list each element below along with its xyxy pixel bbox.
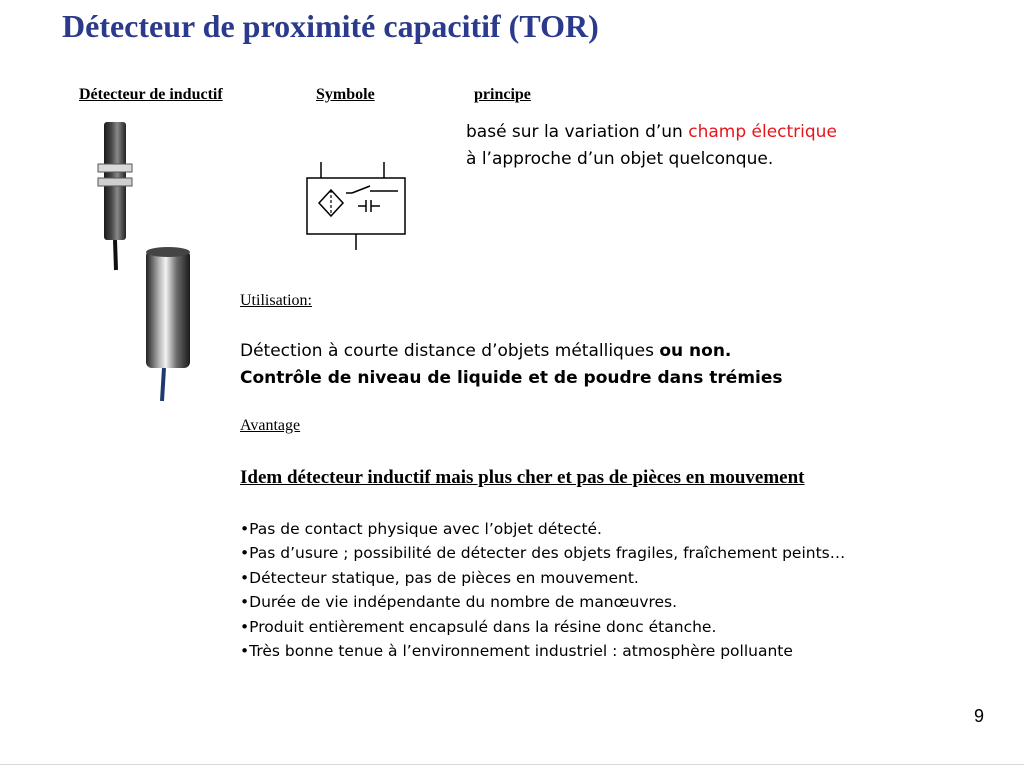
list-item: •Détecteur statique, pas de pièces en mouvement. [240,568,639,587]
principe-highlight: champ électrique [688,122,837,142]
page-number: 9 [974,706,985,726]
utilisation-heading: Utilisation: [240,292,312,309]
capacitive-sensor-symbol [302,158,410,254]
list-item: •Pas d’usure ; possibilité de détecter des objets fragiles, fraîchement peints… [240,544,846,563]
list-item: •Durée de vie indépendante du nombre de manœuvres. [240,593,678,612]
list-item: •Produit entièrement encapsulé dans la résine donc étanche. [240,617,717,636]
principe-part1: basé sur la variation d’un [466,122,689,142]
column-heading-principe: principe [474,86,531,103]
avantage-heading: Avantage [240,417,301,434]
sensor-photo-large [140,246,200,401]
utilisation-line-2: Contrôle de niveau de liquide et de poudre dans trémies [240,368,783,388]
utilisation-text [240,338,783,392]
column-heading-symbole: Symbole [316,86,375,103]
utilisation-line1-normal: Détection à courte distance d’objets métalliques [240,341,660,361]
slide-title: Détecteur de proximité capacitif (TOR) [62,8,599,44]
principe-text [466,119,846,173]
principe-part2: à l’approche d’un objet quelconque. [466,149,774,169]
avantage-main-statement: Idem détecteur inductif mais plus cher et pas de pièces en mouvement [240,467,805,488]
avantage-bullet-list [240,517,845,663]
list-item: •Très bonne tenue à l’environnement industriel : atmosphère polluante [240,642,793,661]
bottom-divider [0,764,1024,765]
utilisation-line-1 [240,338,783,365]
list-item: •Pas de contact physique avec l’objet détecté. [240,520,602,538]
column-heading-detecteur: Détecteur de inductif [79,86,223,103]
utilisation-line1-bold: ou non. [659,341,732,361]
